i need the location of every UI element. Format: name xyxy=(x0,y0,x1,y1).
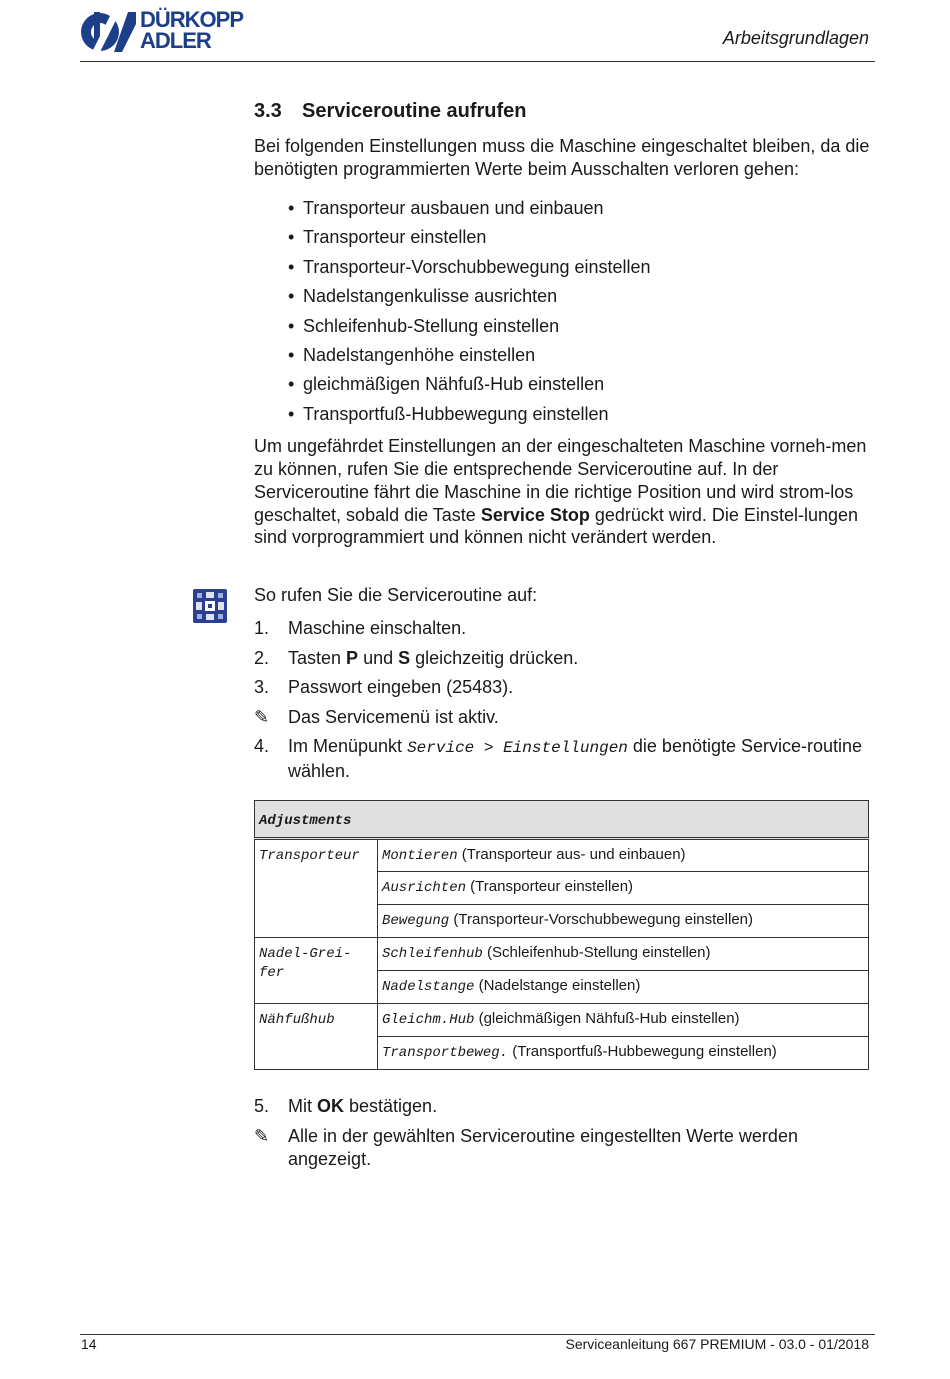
group-label: Nähfußhub xyxy=(259,1012,335,1029)
explanation-paragraph xyxy=(254,435,874,549)
routine-code: Gleichm.Hub xyxy=(382,1012,475,1029)
group-cell xyxy=(255,839,378,938)
brand-name xyxy=(140,9,243,51)
service-stop-key: Service Stop xyxy=(480,504,590,525)
howto-heading: So rufen Sie die Serviceroutine auf: xyxy=(254,585,538,606)
duerkopp-adler-logo-icon xyxy=(80,10,136,54)
list-item: • Transporteur-Vorschubbewegung einstellen xyxy=(288,253,874,282)
intro-paragraph: Bei folgenden Einstellungen muss die Maschine eingeschaltet bleiben, da die benötigten programmierten Werte beim Ausschalten verloren gehen: xyxy=(254,136,870,179)
group-label: Transporteur xyxy=(259,848,360,865)
step-number: 3. xyxy=(254,677,270,698)
result-text: Das Servicemenü ist aktiv. xyxy=(288,706,499,727)
key-p: P xyxy=(346,647,359,668)
control-panel-icon xyxy=(193,589,227,623)
explanation-text-a: Um ungefährdet Einstellungen an der eingeschalteten Maschine vorneh-men zu können, rufen Sie die entsprechende Serviceroutine auf. In der Serviceroutine fährt die Maschine in die richtige Position und wird strom-los geschaltet, sobald die Taste xyxy=(254,436,867,525)
routine-cell xyxy=(378,905,869,938)
table-row xyxy=(255,839,869,872)
group-cell xyxy=(255,938,378,1004)
table-row xyxy=(255,1004,869,1037)
main-content xyxy=(254,100,874,1177)
routine-cell xyxy=(378,1004,869,1037)
step-text: Tasten xyxy=(288,647,347,668)
routine-desc: (Transporteur-Vorschubbewegung einstellen) xyxy=(449,911,753,929)
step-text: und xyxy=(358,647,399,668)
routine-desc: (Transporteur aus- und einbauen) xyxy=(457,846,686,864)
step-text: bestätigen. xyxy=(344,1096,438,1117)
step-text: gleichzeitig drücken. xyxy=(410,647,579,668)
group-label: Nadel-Grei-fer xyxy=(259,946,352,982)
routine-code: Transportbeweg. xyxy=(382,1045,509,1062)
list-item: • Transporteur ausbauen und einbauen xyxy=(288,194,874,223)
procedure-steps xyxy=(254,617,874,783)
settings-list xyxy=(288,194,874,429)
step-text: Mit xyxy=(288,1096,317,1117)
routine-cell xyxy=(378,1037,869,1070)
key-ok: OK xyxy=(317,1096,344,1117)
table-header-row xyxy=(255,801,869,839)
header-divider xyxy=(80,61,875,62)
adjustments-table xyxy=(254,800,869,1070)
brand-line1: DÜRKOPP xyxy=(140,7,244,32)
step-item xyxy=(254,1095,874,1118)
section-number: 3.3 xyxy=(254,100,282,122)
routine-desc: (Nadelstange einstellen) xyxy=(474,977,641,995)
routine-desc: (Transporteur einstellen) xyxy=(466,878,634,896)
key-s: S xyxy=(398,647,411,668)
group-cell xyxy=(255,1004,378,1070)
section-heading xyxy=(254,100,874,123)
result-text: Alle in der gewählten Serviceroutine eingestellten Werte werden angezeigt. xyxy=(288,1125,798,1169)
result-arrow-icon: ✎ xyxy=(254,1125,270,1146)
step-item xyxy=(254,617,874,640)
routine-code: Montieren xyxy=(382,848,458,865)
explanation-text-b: gedrückt wird. Die Einstel-lungen sind vorprogrammiert und können nicht verändert werden. xyxy=(254,504,859,548)
brand-logo xyxy=(80,8,280,54)
step-text: Maschine einschalten. xyxy=(288,618,467,639)
routine-code: Schleifenhub xyxy=(382,946,483,963)
result-arrow-icon: ✎ xyxy=(254,706,270,727)
procedure-steps-continued xyxy=(254,1095,874,1171)
page-number: 14 xyxy=(81,1336,97,1352)
routine-desc: (Schleifenhub-Stellung einstellen) xyxy=(482,944,711,962)
step-item xyxy=(254,647,874,670)
step-text: die benötigte Service-routine wählen. xyxy=(288,736,863,782)
table-row xyxy=(255,938,869,971)
brand-line2: ADLER xyxy=(140,28,211,53)
chapter-title: Arbeitsgrundlagen xyxy=(722,28,869,48)
list-item: • Nadelstangenkulisse ausrichten xyxy=(288,282,874,311)
table-header-label: Adjustments xyxy=(259,813,352,830)
step-number: 1. xyxy=(254,618,270,639)
list-item: • gleichmäßigen Nähfuß-Hub einstellen xyxy=(288,370,874,399)
routine-cell xyxy=(378,872,869,905)
list-item: • Transportfuß-Hubbewegung einstellen xyxy=(288,400,874,429)
table-header-cell xyxy=(255,801,869,839)
routine-cell xyxy=(378,938,869,971)
step-number: 2. xyxy=(254,647,270,668)
routine-code: Bewegung xyxy=(382,913,450,930)
routine-cell xyxy=(378,971,869,1004)
list-item: • Nadelstangenhöhe einstellen xyxy=(288,341,874,370)
list-item: • Schleifenhub-Stellung einstellen xyxy=(288,312,874,341)
section-title: Serviceroutine aufrufen xyxy=(302,100,527,122)
routine-desc: (gleichmäßigen Nähfuß-Hub einstellen) xyxy=(474,1010,740,1028)
list-item: • Transporteur einstellen xyxy=(288,223,874,252)
step-text: Passwort eingeben (25483). xyxy=(288,677,514,698)
result-item xyxy=(254,1125,874,1171)
step-number: 4. xyxy=(254,736,270,757)
step-text: Im Menüpunkt xyxy=(288,736,408,757)
step-number: 5. xyxy=(254,1096,270,1117)
routine-code: Ausrichten xyxy=(382,880,467,897)
step-item xyxy=(254,735,874,783)
result-item xyxy=(254,706,874,729)
document-reference: Serviceanleitung 667 PREMIUM - 03.0 - 01/2018 xyxy=(565,1336,869,1352)
step-item xyxy=(254,676,874,699)
routine-desc: (Transportfuß-Hubbewegung einstellen) xyxy=(508,1043,777,1061)
footer-divider xyxy=(80,1334,875,1335)
menu-path: Service > Einstellungen xyxy=(407,739,628,758)
routine-code: Nadelstange xyxy=(382,979,475,996)
routine-cell xyxy=(378,839,869,872)
